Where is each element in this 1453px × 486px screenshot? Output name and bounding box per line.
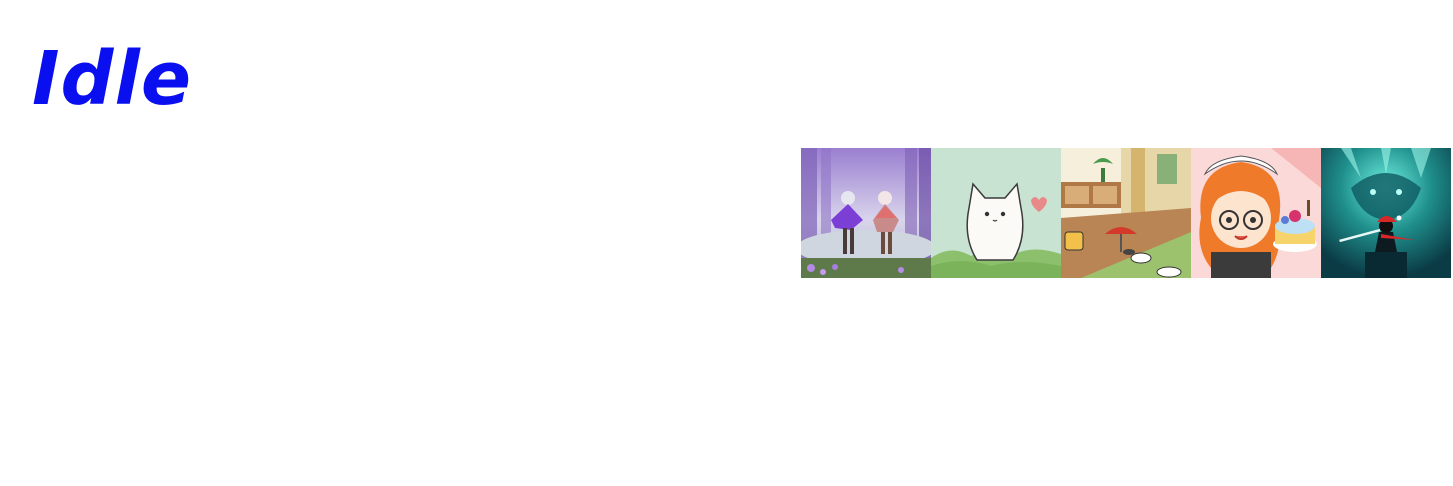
shadow-knight-icon: [1321, 148, 1451, 278]
game-tile-3[interactable]: [1061, 148, 1191, 278]
sky-children-of-light-icon: [801, 148, 931, 278]
game-icon-strip: [801, 148, 1451, 278]
page-title: Idle: [32, 36, 193, 122]
cat-house-room-icon: [1061, 148, 1191, 278]
bakery-girl-icon: [1191, 148, 1321, 278]
white-cat-icon: [931, 148, 1061, 278]
game-tile-5[interactable]: [1321, 148, 1451, 278]
game-tile-1[interactable]: [801, 148, 931, 278]
game-tile-4[interactable]: [1191, 148, 1321, 278]
game-tile-2[interactable]: [931, 148, 1061, 278]
